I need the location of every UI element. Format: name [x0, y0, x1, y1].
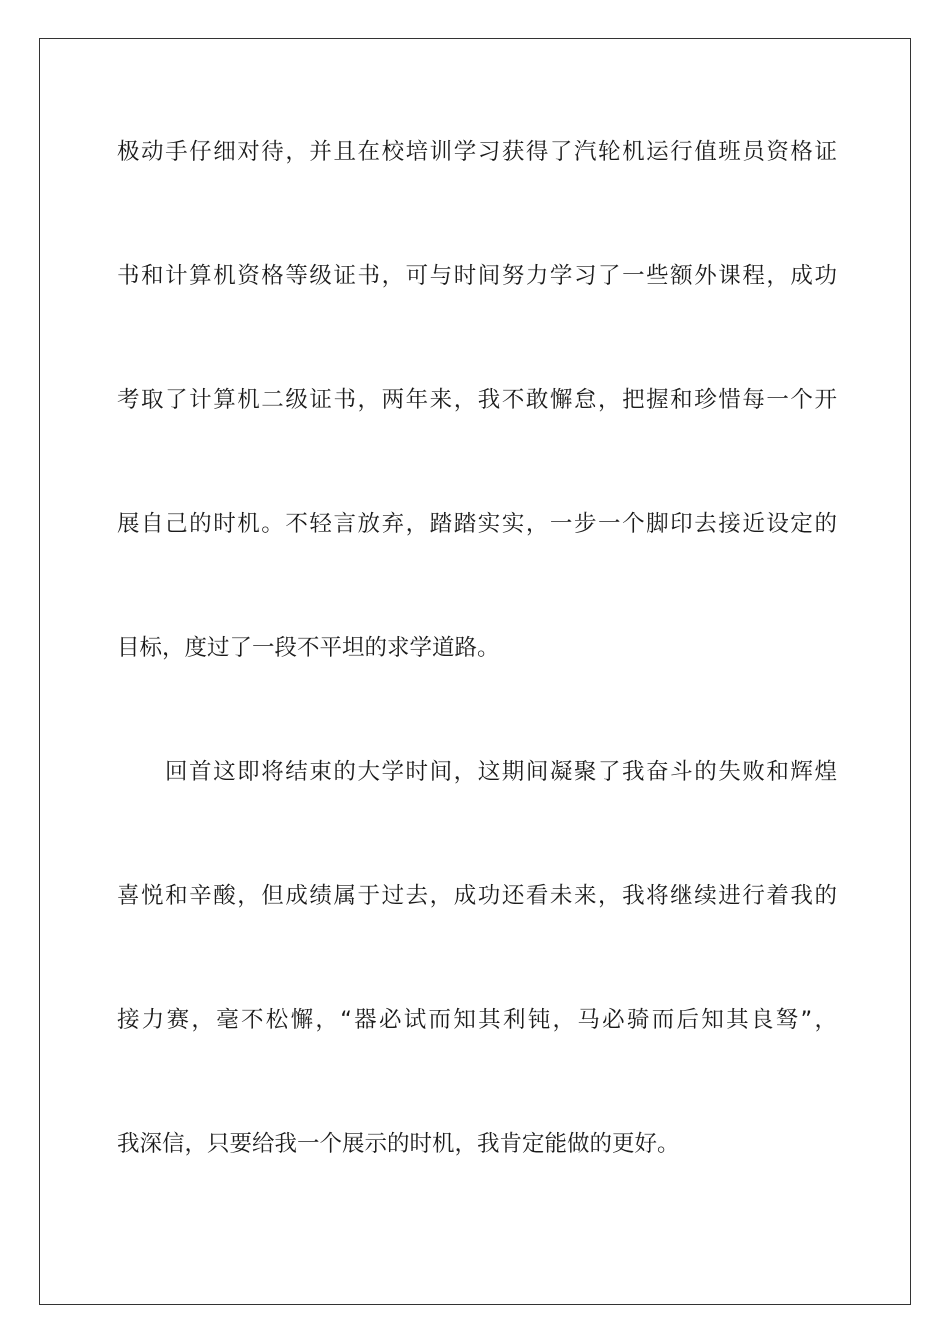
- paragraph-1-line-3: 考取了计算机二级证书，两年来，我不敢懈怠，把握和珍惜每一个开: [117, 387, 837, 413]
- paragraph-1-line-4: 展自己的时机。不轻言放弃，踏踏实实，一步一个脚印去接近设定的: [117, 511, 837, 537]
- paragraph-2-line-4: 我深信，只要给我一个展示的时机，我肯定能做的更好。: [117, 1131, 680, 1157]
- paragraph-1-line-1: 极动手仔细对待，并且在校培训学习获得了汽轮机运行值班员资格证: [117, 139, 837, 165]
- paragraph-1-line-2: 书和计算机资格等级证书，可与时间努力学习了一些额外课程，成功: [117, 263, 837, 289]
- paragraph-2-line-1: 回首这即将结束的大学时间，这期间凝聚了我奋斗的失败和辉煌: [165, 759, 837, 785]
- paragraph-2-line-2: 喜悦和辛酸，但成绩属于过去，成功还看未来，我将继续进行着我的: [117, 883, 837, 909]
- paragraph-1-line-5: 目标，度过了一段不平坦的求学道路。: [117, 635, 500, 661]
- paragraph-2-line-3: 接力赛，毫不松懈，“器必试而知其利钝，马必骑而后知其良驽”，: [117, 1007, 837, 1033]
- page-border: [39, 38, 911, 1305]
